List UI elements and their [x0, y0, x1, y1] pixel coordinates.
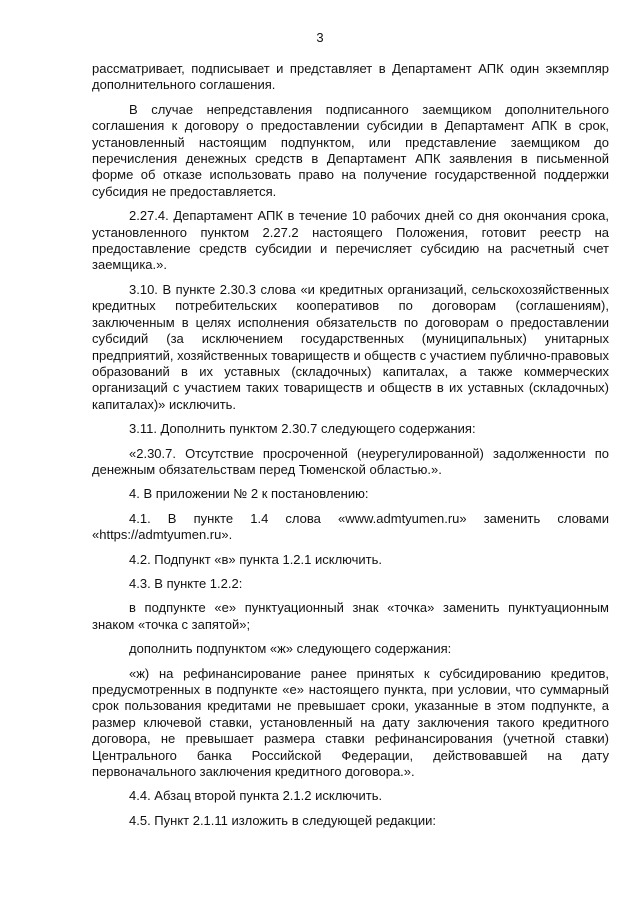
paragraph-3-10: 3.10. В пункте 2.30.3 слова «и кредитных организаций, сельскохозяйственных кредитных потребительских кооперативов по договорам (соглашениям), заключенным в целях исполнения обязательств по договорам о предоставлении субсидий (за исключением государственных (муниципальных) унитарных предприятий, хозяйственных товариществ и обществ с участием публично-правовых образований в их уставных (складочных) капиталах, а также коммерческих организаций с участием таких товариществ и обществ в их уставных (складочных) капиталах)» исключить. [92, 281, 609, 412]
paragraph-subpoint-zh-text: «ж) на рефинансирование ранее принятых к субсидированию кредитов, предусмотренных в подпункте «е» настоящего пункта, при условии, что суммарный срок пользования кредитами не превышает сроки, указанные в этом подпункте, а размер ключевой ставки, установленный на дату заключения такого кредитного договора, не превышает размера ставки рефинансирования (учетной ставки) Центрального банка Российской Федерации, действовавшей на дату первоначального заключения кредитного договора.». [92, 665, 609, 780]
paragraph-2-27-4: 2.27.4. Департамент АПК в течение 10 рабочих дней со дня окончания срока, установленного пунктом 2.27.2 настоящего Положения, готовит реестр на предоставление средств субсидии и перечисляет субсидию на расчетный счет заемщика.». [92, 208, 609, 273]
paragraph-4-2: 4.2. Подпункт «в» пункта 1.2.1 исключить. [129, 551, 383, 567]
paragraph-4-4: 4.4. Абзац второй пункта 2.1.2 исключить. [129, 788, 383, 804]
paragraph-4-3: 4.3. В пункте 1.2.2: [129, 575, 243, 591]
paragraph-add-subpoint-zh: дополнить подпунктом «ж» следующего содержания: [129, 641, 452, 657]
paragraph-continuation: рассматривает, подписывает и представляет в Департамент АПК один экземпляр дополнительного соглашения. [92, 61, 609, 93]
paragraph-4-5: 4.5. Пункт 2.1.11 изложить в следующей редакции: [129, 812, 436, 828]
paragraph-nonsubmission-clause: В случае непредставления подписанного заемщиком дополнительного соглашения к договору о предоставлении субсидии в Департамент АПК в срок, установленный настоящим подпунктом, или представление заемщиком до перечисления денежных средств в Департамент АПК заявления в письменной форме об отказе использовать право на получение государственной поддержки субсидия не предоставляется. [92, 101, 609, 199]
paragraph-4: 4. В приложении № 2 к постановлению: [129, 486, 369, 502]
page-number: 3 [316, 30, 324, 45]
paragraph-4-1: 4.1. В пункте 1.4 слова «www.admtyumen.ru» заменить словами «https://admtyumen.ru». [92, 510, 609, 543]
document-body [92, 61, 609, 837]
paragraph-subpoint-e: в подпункте «е» пунктуационный знак «точка» заменить пунктуационным знаком «точка с запятой»; [92, 600, 609, 632]
paragraph-3-11: 3.11. Дополнить пунктом 2.30.7 следующего содержания: [129, 421, 476, 437]
paragraph-2-30-7: «2.30.7. Отсутствие просроченной (неурегулированной) задолженности по денежным обязательствам перед Тюменской областью.». [92, 445, 609, 477]
